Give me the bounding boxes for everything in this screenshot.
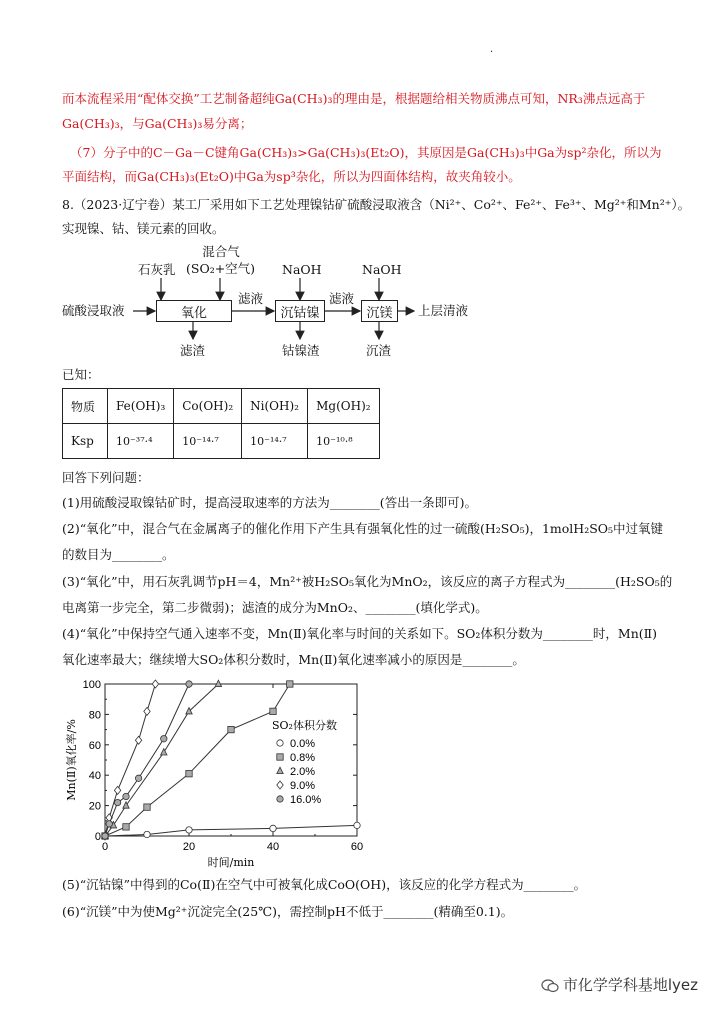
table-row-label: Ksp	[63, 424, 108, 459]
y-tick-label: 100	[82, 679, 101, 691]
flow-start-label: 硫酸浸取液	[62, 303, 125, 318]
data-point	[228, 726, 234, 732]
flow-box-co-ni: 沉钴镍	[275, 300, 325, 322]
prev-answer-line2: Ga(CH₃)₃，与Ga(CH₃)₃易分离；	[62, 116, 253, 131]
table-header-cell: Fe(OH)₃	[108, 389, 174, 424]
legend-marker	[277, 740, 283, 746]
x-axis-label: 时间/min	[207, 856, 255, 869]
table-cell: 10⁻¹⁴·⁷	[242, 424, 308, 459]
legend-entry: 0.8%	[290, 752, 316, 764]
x-tick-label: 60	[350, 841, 364, 853]
table-cell: 10⁻³⁷·⁴	[108, 424, 174, 459]
x-tick-label: 20	[182, 841, 196, 853]
question-2a: (2)“氧化”中，混合气在金属离子的催化作用下产生具有强氧化性的过一硫酸(H₂SO₅)，1molH₂SO₅中过氧键	[62, 521, 664, 536]
wechat-icon	[541, 979, 559, 993]
data-point	[186, 827, 192, 833]
flow-box-mg: 沉镁	[361, 300, 398, 322]
data-point	[123, 824, 129, 830]
table-header-cell: Ni(OH)₂	[242, 389, 308, 424]
legend-marker	[277, 767, 283, 773]
y-tick-label: 40	[88, 770, 101, 783]
y-tick-label: 0	[94, 831, 101, 843]
data-point	[135, 775, 141, 781]
data-point	[114, 786, 120, 794]
data-point	[186, 681, 192, 687]
question-1: (1)用硫酸浸取镍钴矿时，提高浸取速率的方法为________(答出一条即可)。	[62, 495, 477, 510]
legend-title: SO₂体积分数	[272, 719, 337, 732]
table-cell: 10⁻¹⁴·⁷	[174, 424, 242, 459]
data-point	[123, 793, 129, 799]
data-point	[186, 708, 192, 714]
watermark-text: 市化学学科基地lyez	[562, 976, 698, 994]
data-point	[144, 707, 150, 715]
flow-input-naoh-2: NaOH	[362, 262, 402, 277]
data-point	[287, 681, 293, 687]
question-intro-line1: 8.（2023·辽宁卷）某工厂采用如下工艺处理镍钴矿硫酸浸取液含（Ni²⁺、Co²⁺、Fe²⁺、Fe³⁺、Mg²⁺和Mn²⁺）。	[62, 197, 691, 212]
legend-entry: 0.0%	[290, 738, 316, 750]
flow-filtrate-2: 滤液	[329, 291, 355, 306]
oxidation-rate-chart	[60, 672, 380, 872]
table-cell: 10⁻¹⁰·⁸	[308, 424, 379, 459]
flow-box-oxidation: 氧化	[156, 300, 232, 322]
data-point	[106, 821, 112, 827]
question-3b: 电离第一步完全，第二步微弱)；滤渣的成分为MnO₂、________(填化学式)。	[62, 600, 488, 615]
data-point	[354, 822, 360, 828]
series-line	[105, 684, 290, 836]
legend-marker	[277, 781, 283, 789]
data-point	[102, 833, 108, 839]
y-tick-label: 60	[88, 739, 101, 752]
data-point	[161, 736, 167, 742]
legend-marker	[277, 754, 283, 760]
table-header-cell: Co(OH)₂	[174, 389, 242, 424]
watermark	[541, 974, 698, 995]
answers-prompt: 回答下列问题：	[62, 470, 150, 485]
data-point	[270, 708, 276, 714]
data-point	[114, 799, 120, 805]
question-4b: 氧化速率最大；继续增大SO₂体积分数时，Mn(Ⅱ)氧化速率减小的原因是________。	[62, 652, 525, 667]
legend-entry: 9.0%	[290, 780, 316, 792]
question-2b: 的数目为________。	[62, 547, 175, 562]
data-point	[186, 770, 192, 776]
question-6: (6)“沉镁”中为使Mg²⁺沉淀完全(25℃)，需控制pH不低于________(精确至0.1)。	[62, 904, 514, 919]
table-row	[63, 389, 380, 424]
y-tick-label: 20	[88, 800, 101, 813]
data-point	[135, 736, 141, 744]
prev-answer-line1: 而本流程采用“配体交换”工艺制备超纯Ga(CH₃)₃的理由是，根据题给相关物质沸点可知，NR₃沸点远高于	[62, 91, 646, 106]
question-intro-line2: 实现镍、钴、镁元素的回收。	[62, 221, 225, 236]
flow-output-sediment: 沉渣	[366, 343, 392, 358]
legend-marker	[277, 796, 283, 802]
data-point	[144, 831, 150, 837]
flow-input-lime: 石灰乳	[138, 262, 176, 277]
flow-input-naoh-1: NaOH	[282, 262, 322, 277]
question-4a: (4)“氧化”中保持空气通入速率不变，Mn(Ⅱ)氧化率与时间的关系如下。SO₂体积分数为________时，Mn(Ⅱ)	[62, 626, 658, 641]
page-dot: .	[490, 44, 494, 55]
flow-output-co-ni-residue: 钴镍渣	[282, 343, 320, 358]
flow-output-residue: 滤渣	[180, 343, 206, 358]
data-point	[152, 680, 158, 688]
data-point	[270, 825, 276, 831]
data-point	[215, 680, 221, 686]
question-3a: (3)“氧化”中，用石灰乳调节pH＝4，Mn²⁺被H₂SO₅氧化为MnO₂，该反应的离子方程式为________(H₂SO₅的	[62, 574, 673, 589]
flow-input-gas-2: (SO₂+空气)	[186, 261, 256, 276]
legend-entry: 16.0%	[290, 794, 322, 806]
data-point	[144, 804, 150, 810]
prev-answer-line4: 平面结构，而Ga(CH₃)₃(Et₂O)中Ga为sp³杂化，所以为四面体结构，故夹角较小。	[62, 169, 521, 184]
table-row	[63, 424, 380, 459]
y-tick-label: 80	[88, 709, 101, 722]
x-tick-label: 0	[101, 841, 109, 853]
question-5: (5)“沉钴镍”中得到的Co(Ⅱ)在空气中可被氧化成CoO(OH)，该反应的化学方程式为________。	[62, 877, 587, 892]
series-line	[105, 684, 155, 836]
legend-entry: 2.0%	[290, 766, 316, 778]
plot-frame	[105, 684, 357, 836]
flow-end-label: 上层清液	[418, 303, 469, 318]
x-tick-label: 40	[266, 841, 280, 853]
flow-filtrate-1: 滤液	[238, 291, 264, 306]
known-label: 已知：	[62, 367, 100, 382]
ksp-table	[62, 388, 380, 459]
table-header-cell: 物质	[63, 389, 108, 424]
prev-answer-line3: （7）分子中的C－Ga－C键角Ga(CH₃)₃>Ga(CH₃)₃(Et₂O)，其原因是Ga(CH₃)₃中Ga为sp²杂化，所以为	[70, 145, 662, 160]
y-axis-label: Mn(Ⅱ)氧化率/%	[65, 719, 78, 801]
flow-input-gas-1: 混合气	[202, 244, 240, 259]
table-header-cell: Mg(OH)₂	[308, 389, 379, 424]
